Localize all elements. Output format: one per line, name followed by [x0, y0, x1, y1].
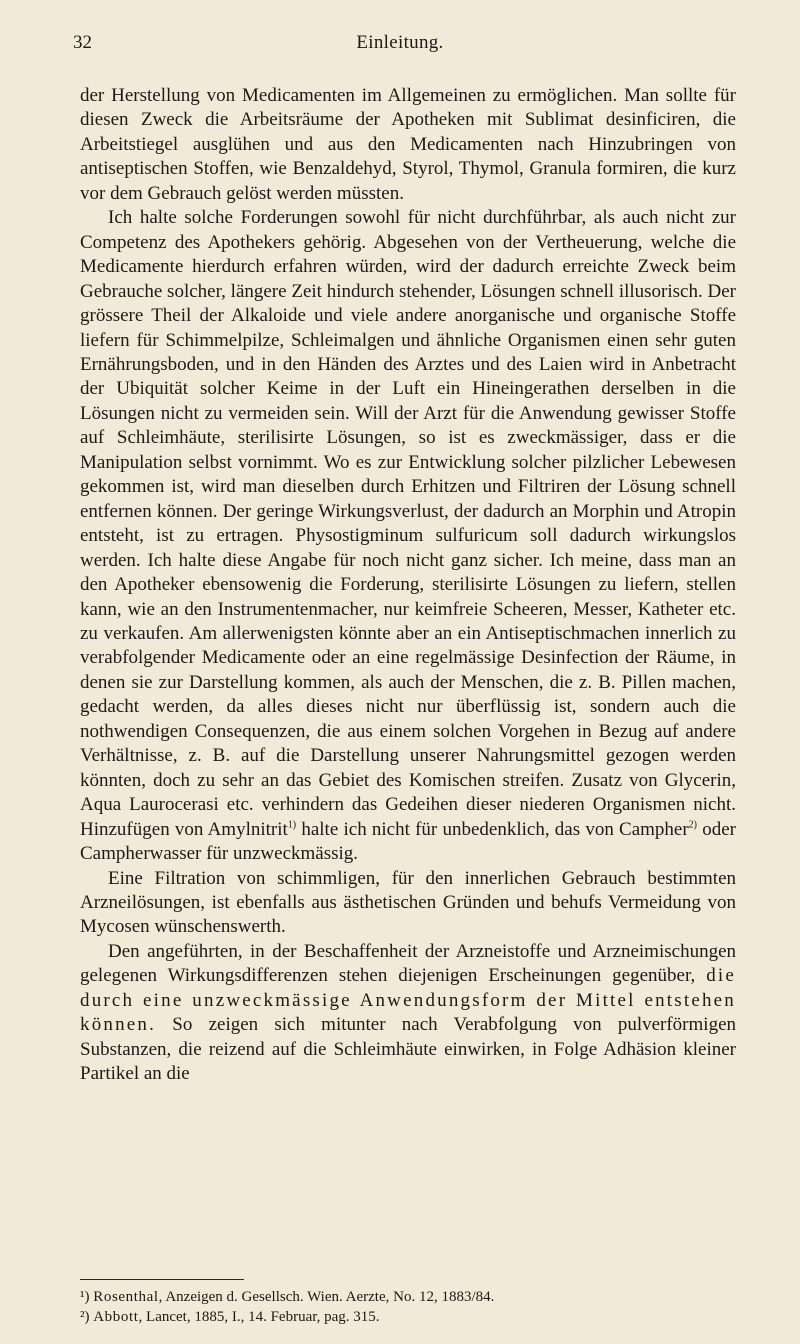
paragraph-2-text-b: halte ich nicht für unbedenklich, das von Campher [296, 818, 689, 840]
footnote-1-author: Rosenthal [93, 1289, 159, 1305]
footnote-2-author: Abbott [93, 1309, 139, 1325]
paragraph-4-text: Den angeführten, in der Beschaffenheit der Arzneistoffe und Arzneimischungen gelegenen Wirkungsdifferenzen stehen diejenigen Erscheinungen gegenüber, [80, 940, 736, 987]
paragraph-2 [80, 206, 736, 866]
paragraph-4-emphasis: die durch eine unzweckmässige Anwendungsform der Mittel entstehen können. [80, 965, 736, 1036]
paragraph-1-text: der Herstellung von Medicamenten im Allgemeinen zu ermöglichen. Man sollte für diesen Zweck die Arbeitsräume der Apotheken mit Sublimat desinficiren, die Arbeitstiegel ausglühen und aus den Medicamenten nach Hinzubringen von antiseptischen Stoffen, wie Benzaldehyd, Styrol, Thymol, Granula formiren, die kurz vor dem Gebrauch gelöst werden müssten. [80, 85, 736, 204]
body-text [80, 84, 736, 1087]
page-header [0, 0, 800, 72]
footnote-1-mark: ¹) [80, 1289, 90, 1305]
running-title: Einleitung. [356, 32, 444, 53]
paragraph-1 [80, 84, 736, 206]
paragraph-3 [80, 867, 736, 940]
paragraph-4-text-b: So zeigen sich mitunter nach Verabfolgung von pulverförmigen Substanzen, die reizend auf die Schleimhäute einwirken, in Folge Adhäsion kleiner Partikel an die [80, 1014, 736, 1085]
footnote-divider [80, 1279, 244, 1280]
footnote-2 [80, 1307, 736, 1327]
paragraph-3-text: Eine Filtration von schimmligen, für den innerlichen Gebrauch bestimmten Arzneilösungen, ist ebenfalls aus ästhetischen Gründen und behufs Vermeidung von Mycosen wünschenswerth. [80, 867, 736, 938]
footnote-ref-1[interactable]: 1) [287, 819, 297, 831]
footnote-1 [80, 1287, 736, 1307]
footnote-1-text: , Anzeigen d. Gesellsch. Wien. Aerzte, No. 12, 1883/84. [158, 1289, 495, 1305]
paragraph-2-text-c: oder Campherwasser für unzweckmässig. [80, 818, 736, 865]
paragraph-2-text: Ich halte solche Forderungen sowohl für nicht durchführbar, als auch nicht zur Competenz des Apothekers gehörig. Abgesehen von der Vertheuerung, welche die Medicamente hierdurch erfahren würden, wird der dadurch erreichte Zweck beim Gebrauche solcher, längere Zeit hindurch stehender, Lösungen schnell illusorisch. Der grössere Theil der Alkaloide und viele andere anorganische und organische Stoffe liefern für Schimmelpilze, Schleimalgen und ähnliche Organismen einen sehr guten Ernährungsboden, und in den Händen des Arztes und des Laien wird in Anbetracht der Ubiquität solcher Keime in der Luft ein Hineingerathen derselben in die Lösungen nicht zu vermeiden sein. Will der Arzt für die Anwendung gewisser Stoffe auf Schleimhäute, sterilisirte Lösungen, so ist es zweckmässiger, dass er die Manipulation selbst vornimmt. Wo es zur Entwicklung solcher pilzlicher Lebewesen gekommen ist, wird man dieselben durch Erhitzen und Filtriren der Lösung schnell entfernen können. Der geringe Wirkungsverlust, der dadurch an Morphin und Atropin entsteht, ist zu ertragen. Physostigminum sulfuricum soll dadurch wirkungslos werden. Ich halte diese Angabe für noch nicht ganz sicher. Ich meine, dass man an den Apotheker ebensowenig die Forderung, sterilisirte Lösungen zu liefern, stellen kann, wie an den Instrumentenmacher, nur keimfreie Scheeren, Messer, Katheter etc. zu verkaufen. Am allerwenigsten könnte aber an ein Antiseptischmachen innerlich zu verabfolgender Medicamente oder an eine regelmässige Desinfection der Räume, in denen sie zur Darstellung kommen, als auch der Menschen, die z. B. Pillen machen, gedacht werden, da alles dieses nicht nur überflüssig ist, sondern auch die nothwendigen Consequenzen, die aus einem solchen Vorgehen in Bezug auf andere Verhältnisse, z. B. auf die Darstellung unserer Nahrungsmittel gezogen werden könnten, doch zu sehr an das Gebiet des Komischen streifen. Zusatz von Glycerin, Aqua Laurocerasi etc. verhindern das Gedeihen dieser niederen Organismen nicht. Hinzufügen von Amylnitrit [80, 207, 736, 840]
footnote-ref-2[interactable]: 2) [688, 819, 698, 831]
footnotes [80, 1287, 736, 1327]
footnote-2-text: , Lancet, 1885, I., 14. Februar, pag. 315. [138, 1309, 380, 1325]
page-number: 32 [73, 32, 92, 53]
paragraph-4 [80, 940, 736, 1087]
footnote-2-mark: ²) [80, 1309, 90, 1325]
